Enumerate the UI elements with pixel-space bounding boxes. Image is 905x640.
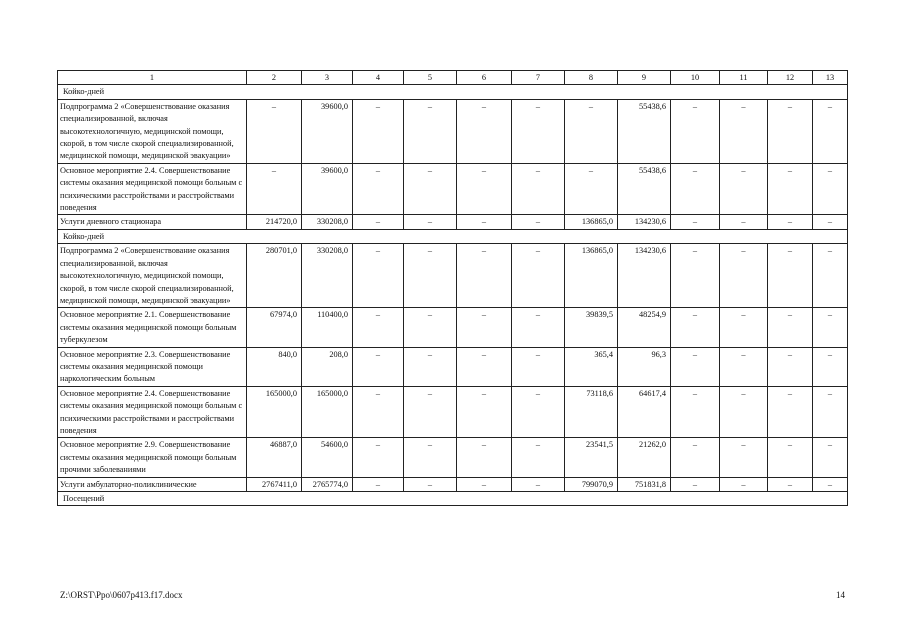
- table-cell: –: [813, 215, 848, 229]
- data-table: [57, 70, 848, 506]
- table-cell: 165000,0: [247, 386, 302, 438]
- row-label: Подпрограмма 2 «Совершенствование оказания специализированной, включая высокотехнологичную, медицинской помощи, скорой, в том числе скорой специализированной, медицинской помощи, медицинской эвакуации»: [58, 244, 247, 308]
- row-label: Основное мероприятие 2.9. Совершенствование системы оказания медицинской помощи больным прочими заболеваниями: [58, 438, 247, 477]
- table-cell: 165000,0: [302, 386, 353, 438]
- table-cell: –: [813, 244, 848, 308]
- row-label: Основное мероприятие 2.1. Совершенствование системы оказания медицинской помощи больным туберкулезом: [58, 308, 247, 347]
- table-cell: 751831,8: [618, 477, 671, 491]
- table-cell: –: [813, 477, 848, 491]
- table-cell: –: [512, 347, 565, 386]
- table-cell: –: [512, 477, 565, 491]
- table-cell: –: [353, 244, 404, 308]
- table-cell: –: [404, 347, 457, 386]
- table-cell: –: [671, 244, 720, 308]
- table-cell: –: [720, 347, 768, 386]
- table-cell: 330208,0: [302, 215, 353, 229]
- table-cell: 96,3: [618, 347, 671, 386]
- footer-page-number: 14: [836, 590, 845, 600]
- header-cell: 12: [768, 71, 813, 85]
- table-cell: –: [512, 308, 565, 347]
- table-cell: 136865,0: [565, 215, 618, 229]
- table-row: [58, 347, 848, 386]
- table-cell: –: [457, 477, 512, 491]
- table-cell: –: [720, 163, 768, 215]
- table-cell: –: [565, 163, 618, 215]
- table-cell: 67974,0: [247, 308, 302, 347]
- table-cell: –: [671, 215, 720, 229]
- table-cell: –: [247, 99, 302, 163]
- table-cell: 110400,0: [302, 308, 353, 347]
- table-cell: –: [353, 308, 404, 347]
- table-cell: –: [813, 99, 848, 163]
- table-cell: –: [353, 438, 404, 477]
- table-cell: –: [247, 163, 302, 215]
- table-cell: –: [671, 99, 720, 163]
- table-cell: –: [768, 215, 813, 229]
- table-row: [58, 308, 848, 347]
- table-cell: –: [404, 163, 457, 215]
- table-cell: –: [813, 308, 848, 347]
- table-cell: 64617,4: [618, 386, 671, 438]
- table-cell: –: [404, 215, 457, 229]
- header-cell: 6: [457, 71, 512, 85]
- table-cell: –: [457, 386, 512, 438]
- table-row: [58, 163, 848, 215]
- table-cell: –: [353, 99, 404, 163]
- table-cell: 2765774,0: [302, 477, 353, 491]
- header-cell: 13: [813, 71, 848, 85]
- header-cell: 10: [671, 71, 720, 85]
- table-cell: –: [353, 386, 404, 438]
- header-row: [58, 71, 848, 85]
- table-row: [58, 215, 848, 229]
- table-cell: –: [353, 477, 404, 491]
- table-row: [58, 244, 848, 308]
- table-cell: –: [457, 308, 512, 347]
- table-cell: –: [720, 215, 768, 229]
- table-cell: –: [404, 477, 457, 491]
- header-cell: 5: [404, 71, 457, 85]
- table-cell: –: [813, 347, 848, 386]
- table-cell: –: [512, 215, 565, 229]
- header-cell: 3: [302, 71, 353, 85]
- table-cell: –: [813, 386, 848, 438]
- table-cell: 46887,0: [247, 438, 302, 477]
- table-cell: 55438,6: [618, 99, 671, 163]
- table-cell: –: [353, 215, 404, 229]
- table-cell: –: [457, 347, 512, 386]
- table-cell: –: [671, 308, 720, 347]
- table-cell: –: [720, 244, 768, 308]
- table-cell: –: [457, 163, 512, 215]
- section-subheader-row: [58, 229, 848, 243]
- section-subheader-row: [58, 85, 848, 99]
- table-cell: –: [671, 477, 720, 491]
- section-subheader: Койко-дней: [58, 229, 848, 243]
- table-cell: 840,0: [247, 347, 302, 386]
- table-row: [58, 99, 848, 163]
- table-cell: –: [404, 308, 457, 347]
- table-cell: 54600,0: [302, 438, 353, 477]
- section-subheader: Койко-дней: [58, 85, 848, 99]
- header-cell: 1: [58, 71, 247, 85]
- table-cell: 136865,0: [565, 244, 618, 308]
- row-label: Основное мероприятие 2.3. Совершенствование системы оказания медицинской помощи наркологическим больным: [58, 347, 247, 386]
- table-cell: –: [671, 386, 720, 438]
- header-cell: 2: [247, 71, 302, 85]
- row-label: Услуги амбулаторно-поликлинические: [58, 477, 247, 491]
- table-cell: –: [512, 386, 565, 438]
- table-cell: 39600,0: [302, 99, 353, 163]
- table-cell: 73118,6: [565, 386, 618, 438]
- header-cell: 7: [512, 71, 565, 85]
- table-cell: –: [768, 99, 813, 163]
- table-cell: 208,0: [302, 347, 353, 386]
- table-cell: –: [512, 163, 565, 215]
- table-cell: 23541,5: [565, 438, 618, 477]
- row-label: Основное мероприятие 2.4. Совершенствование системы оказания медицинской помощи больным с психическими расстройствами и расстройствами поведения: [58, 163, 247, 215]
- table-cell: –: [768, 308, 813, 347]
- table-cell: 214720,0: [247, 215, 302, 229]
- table-row: [58, 386, 848, 438]
- table-cell: –: [671, 163, 720, 215]
- row-label: Услуги дневного стационара: [58, 215, 247, 229]
- table-row: [58, 438, 848, 477]
- table-cell: –: [512, 438, 565, 477]
- table-cell: –: [768, 244, 813, 308]
- table-cell: –: [671, 347, 720, 386]
- table-cell: 799070,9: [565, 477, 618, 491]
- header-cell: 9: [618, 71, 671, 85]
- table-cell: –: [457, 215, 512, 229]
- table-cell: 48254,9: [618, 308, 671, 347]
- table-cell: –: [404, 244, 457, 308]
- table-cell: –: [512, 99, 565, 163]
- table-cell: –: [768, 347, 813, 386]
- table-cell: –: [404, 438, 457, 477]
- table-cell: –: [457, 244, 512, 308]
- table-cell: –: [457, 438, 512, 477]
- table-cell: –: [720, 308, 768, 347]
- table-cell: –: [404, 99, 457, 163]
- table-cell: 55438,6: [618, 163, 671, 215]
- table-cell: –: [768, 386, 813, 438]
- section-subheader: Посещений: [58, 492, 848, 506]
- table-row: [58, 477, 848, 491]
- table-cell: –: [353, 163, 404, 215]
- table-cell: 134230,6: [618, 244, 671, 308]
- table-cell: –: [720, 477, 768, 491]
- table-cell: –: [720, 386, 768, 438]
- table-cell: 330208,0: [302, 244, 353, 308]
- table-cell: –: [813, 163, 848, 215]
- table-cell: –: [457, 99, 512, 163]
- table-cell: –: [720, 99, 768, 163]
- table-cell: –: [404, 386, 457, 438]
- row-label: Основное мероприятие 2.4. Совершенствование системы оказания медицинской помощи больным с психическими расстройствами и расстройствами поведения: [58, 386, 247, 438]
- table-cell: 21262,0: [618, 438, 671, 477]
- table-cell: –: [720, 438, 768, 477]
- row-label: Подпрограмма 2 «Совершенствование оказания специализированной, включая высокотехнологичную, медицинской помощи, скорой, в том числе скорой специализированной, медицинской помощи, медицинской эвакуации»: [58, 99, 247, 163]
- table-cell: 2767411,0: [247, 477, 302, 491]
- table-cell: –: [353, 347, 404, 386]
- table-cell: –: [768, 163, 813, 215]
- table-cell: –: [768, 438, 813, 477]
- table-cell: –: [813, 438, 848, 477]
- table-cell: –: [671, 438, 720, 477]
- table-cell: –: [768, 477, 813, 491]
- section-subheader-row: [58, 492, 848, 506]
- footer-file-path: Z:\ORST\Ppo\0607p413.f17.docx: [60, 590, 183, 600]
- table-cell: 39600,0: [302, 163, 353, 215]
- table-cell: 39839,5: [565, 308, 618, 347]
- table-cell: 280701,0: [247, 244, 302, 308]
- header-cell: 8: [565, 71, 618, 85]
- header-cell: 11: [720, 71, 768, 85]
- table-cell: –: [512, 244, 565, 308]
- header-cell: 4: [353, 71, 404, 85]
- table-cell: 134230,6: [618, 215, 671, 229]
- table-cell: 365,4: [565, 347, 618, 386]
- table-cell: –: [565, 99, 618, 163]
